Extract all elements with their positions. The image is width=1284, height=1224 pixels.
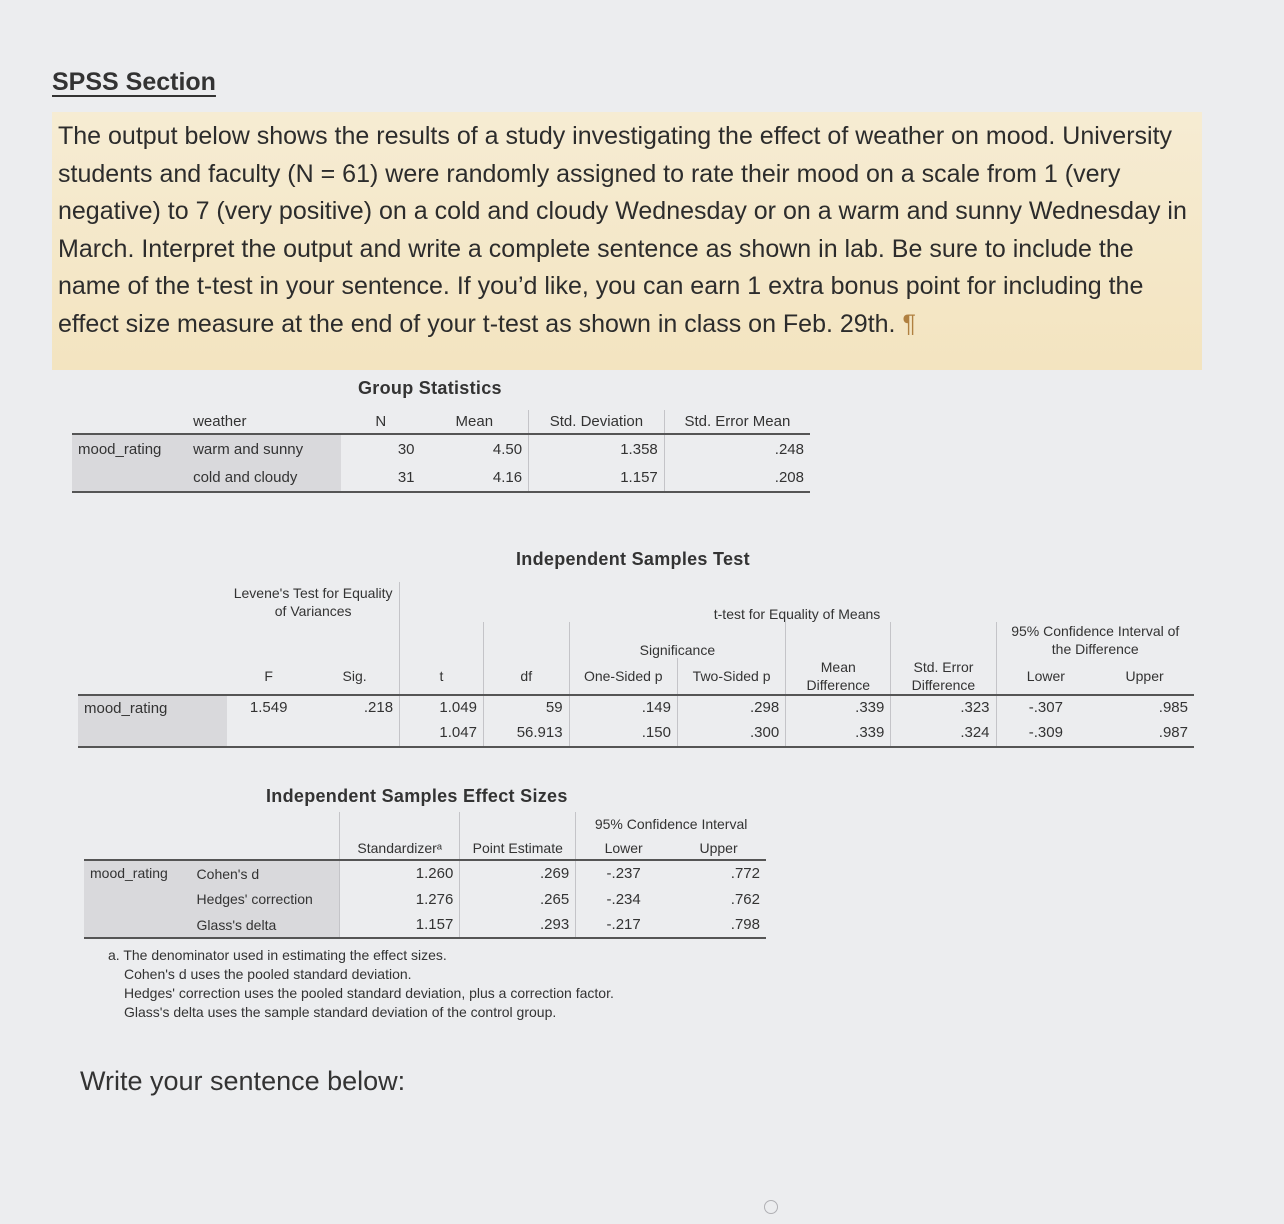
variable-label: mood_rating <box>84 860 191 938</box>
footnote-line: Glass's delta uses the sample standard deviation of the control group. <box>124 1004 557 1020</box>
measure-label: Hedges' correction <box>191 886 340 912</box>
write-sentence-prompt: Write your sentence below: <box>80 1066 406 1096</box>
assignment-prompt <box>52 112 1202 370</box>
measure-label: Cohen's d <box>191 860 340 886</box>
cell-se-diff: .324 <box>891 719 996 747</box>
cell-sd: 1.358 <box>529 434 665 464</box>
header-weather: weather <box>193 413 247 430</box>
cell-one-sided: .150 <box>569 719 677 747</box>
header-mean-diff: Mean Difference <box>786 658 891 695</box>
cell-point-estimate: .269 <box>460 860 576 886</box>
cell-mean: 4.50 <box>492 441 523 458</box>
cell-sig <box>310 719 399 747</box>
footnote-line: Cohen's d uses the pooled standard deviation. <box>124 966 412 982</box>
footnote-line: Hedges' correction uses the pooled standard deviation, plus a correction factor. <box>124 985 614 1001</box>
cell-upper: .798 <box>730 916 760 933</box>
cell-mean: 4.16 <box>492 469 523 486</box>
cell-standardizer: 1.260 <box>340 860 460 886</box>
cell-standardizer: 1.276 <box>340 886 460 912</box>
independent-samples-test-table <box>78 582 1194 748</box>
cell-f: 1.549 <box>249 699 288 716</box>
cell-one-sided: .149 <box>569 695 677 719</box>
cell-lower: -.237 <box>576 860 671 886</box>
effect-sizes-footnote <box>108 946 614 1022</box>
header-t: t <box>400 658 484 695</box>
cell-mean-diff: .339 <box>786 695 891 719</box>
header-point-estimate: Point Estimate <box>460 836 576 860</box>
header-lower: Lower <box>996 658 1095 695</box>
levene-header: Levene's Test for Equality of Variances <box>233 585 393 619</box>
header-one-sided: One-Sided p <box>569 658 677 695</box>
prompt-text: The output below shows the results of a study investigating the effect of weather on mood. University students and faculty (N = 61) were randomly assigned to rate their mood on a scale from 1 (very negative) to 7 (very positive) on a cold and cloudy Wednesday or on a warm and sunny Wednesday in March. Interpret the output and write a complete sentence as shown in lab. Be sure to include the name of the t-test in your sentence. If you’d like, you can earn 1 extra bonus point for including the effect size measure at the end of your t-test as shown in class on Feb. 29th. <box>58 122 1187 338</box>
header-se-diff: Std. Error Difference <box>891 658 996 695</box>
cell-two-sided: .298 <box>677 695 785 719</box>
effect-sizes-title: Independent Samples Effect Sizes <box>266 786 568 806</box>
cell-lower: -.307 <box>996 695 1095 719</box>
cell-f <box>227 719 310 747</box>
cell-lower: -.217 <box>576 912 671 938</box>
measure-label: Glass's delta <box>191 912 340 938</box>
cell-upper: .985 <box>1158 699 1188 716</box>
significance-header: Significance <box>569 622 786 658</box>
cell-sd: 1.157 <box>529 464 665 492</box>
cell-df: 56.913 <box>483 719 569 747</box>
cell-lower: -.309 <box>996 719 1095 747</box>
cell-sig: .218 <box>363 699 394 716</box>
cell-upper: .987 <box>1158 724 1188 741</box>
ttest-header: t-test for Equality of Means <box>400 582 1194 622</box>
group-statistics-table <box>72 410 810 493</box>
cell-upper: .762 <box>730 890 760 908</box>
cell-lower: -.234 <box>576 886 671 912</box>
cell-t: 1.049 <box>400 695 484 719</box>
header-standardizer: Standardizerᵃ <box>340 836 460 860</box>
cell-standardizer: 1.157 <box>340 912 460 938</box>
header-upper: Upper <box>1125 668 1164 684</box>
group-label: warm and sunny <box>187 434 341 464</box>
group-statistics-title: Group Statistics <box>358 378 502 398</box>
footnote-line: a. The denominator used in estimating the effect sizes. <box>108 947 447 963</box>
cell-se: .208 <box>664 464 810 492</box>
variable-label: mood_rating <box>78 695 227 747</box>
ci-header: 95% Confidence Interval <box>576 812 766 836</box>
pilcrow-mark: ¶ <box>902 309 916 338</box>
cell-upper: .772 <box>730 865 760 882</box>
cell-point-estimate: .265 <box>460 886 576 912</box>
cell-se: .248 <box>664 434 810 464</box>
cell-n: 31 <box>397 469 415 486</box>
header-two-sided: Two-Sided p <box>677 658 785 695</box>
variable-label: mood_rating <box>72 434 187 492</box>
section-title: SPSS Section <box>52 68 216 96</box>
cell-df: 59 <box>483 695 569 719</box>
independent-samples-test-title: Independent Samples Test <box>516 549 750 569</box>
circle-mark-icon <box>764 1200 778 1214</box>
header-upper: Upper <box>699 839 738 856</box>
ci-header: 95% Confidence Interval of the Difference <box>996 622 1194 658</box>
group-label: cold and cloudy <box>187 464 341 492</box>
cell-point-estimate: .293 <box>460 912 576 938</box>
cell-n: 30 <box>397 441 415 458</box>
cell-mean-diff: .339 <box>786 719 891 747</box>
header-se: Std. Error Mean <box>664 410 810 434</box>
cell-se-diff: .323 <box>891 695 996 719</box>
header-f: F <box>264 668 273 684</box>
header-df: df <box>483 658 569 695</box>
header-sig: Sig. <box>342 668 367 684</box>
header-sd: Std. Deviation <box>529 410 665 434</box>
effect-sizes-table <box>84 812 766 939</box>
cell-two-sided: .300 <box>677 719 785 747</box>
header-n: N <box>375 413 387 430</box>
header-mean: Mean <box>455 413 494 430</box>
cell-t: 1.047 <box>400 719 484 747</box>
header-lower: Lower <box>576 836 671 860</box>
